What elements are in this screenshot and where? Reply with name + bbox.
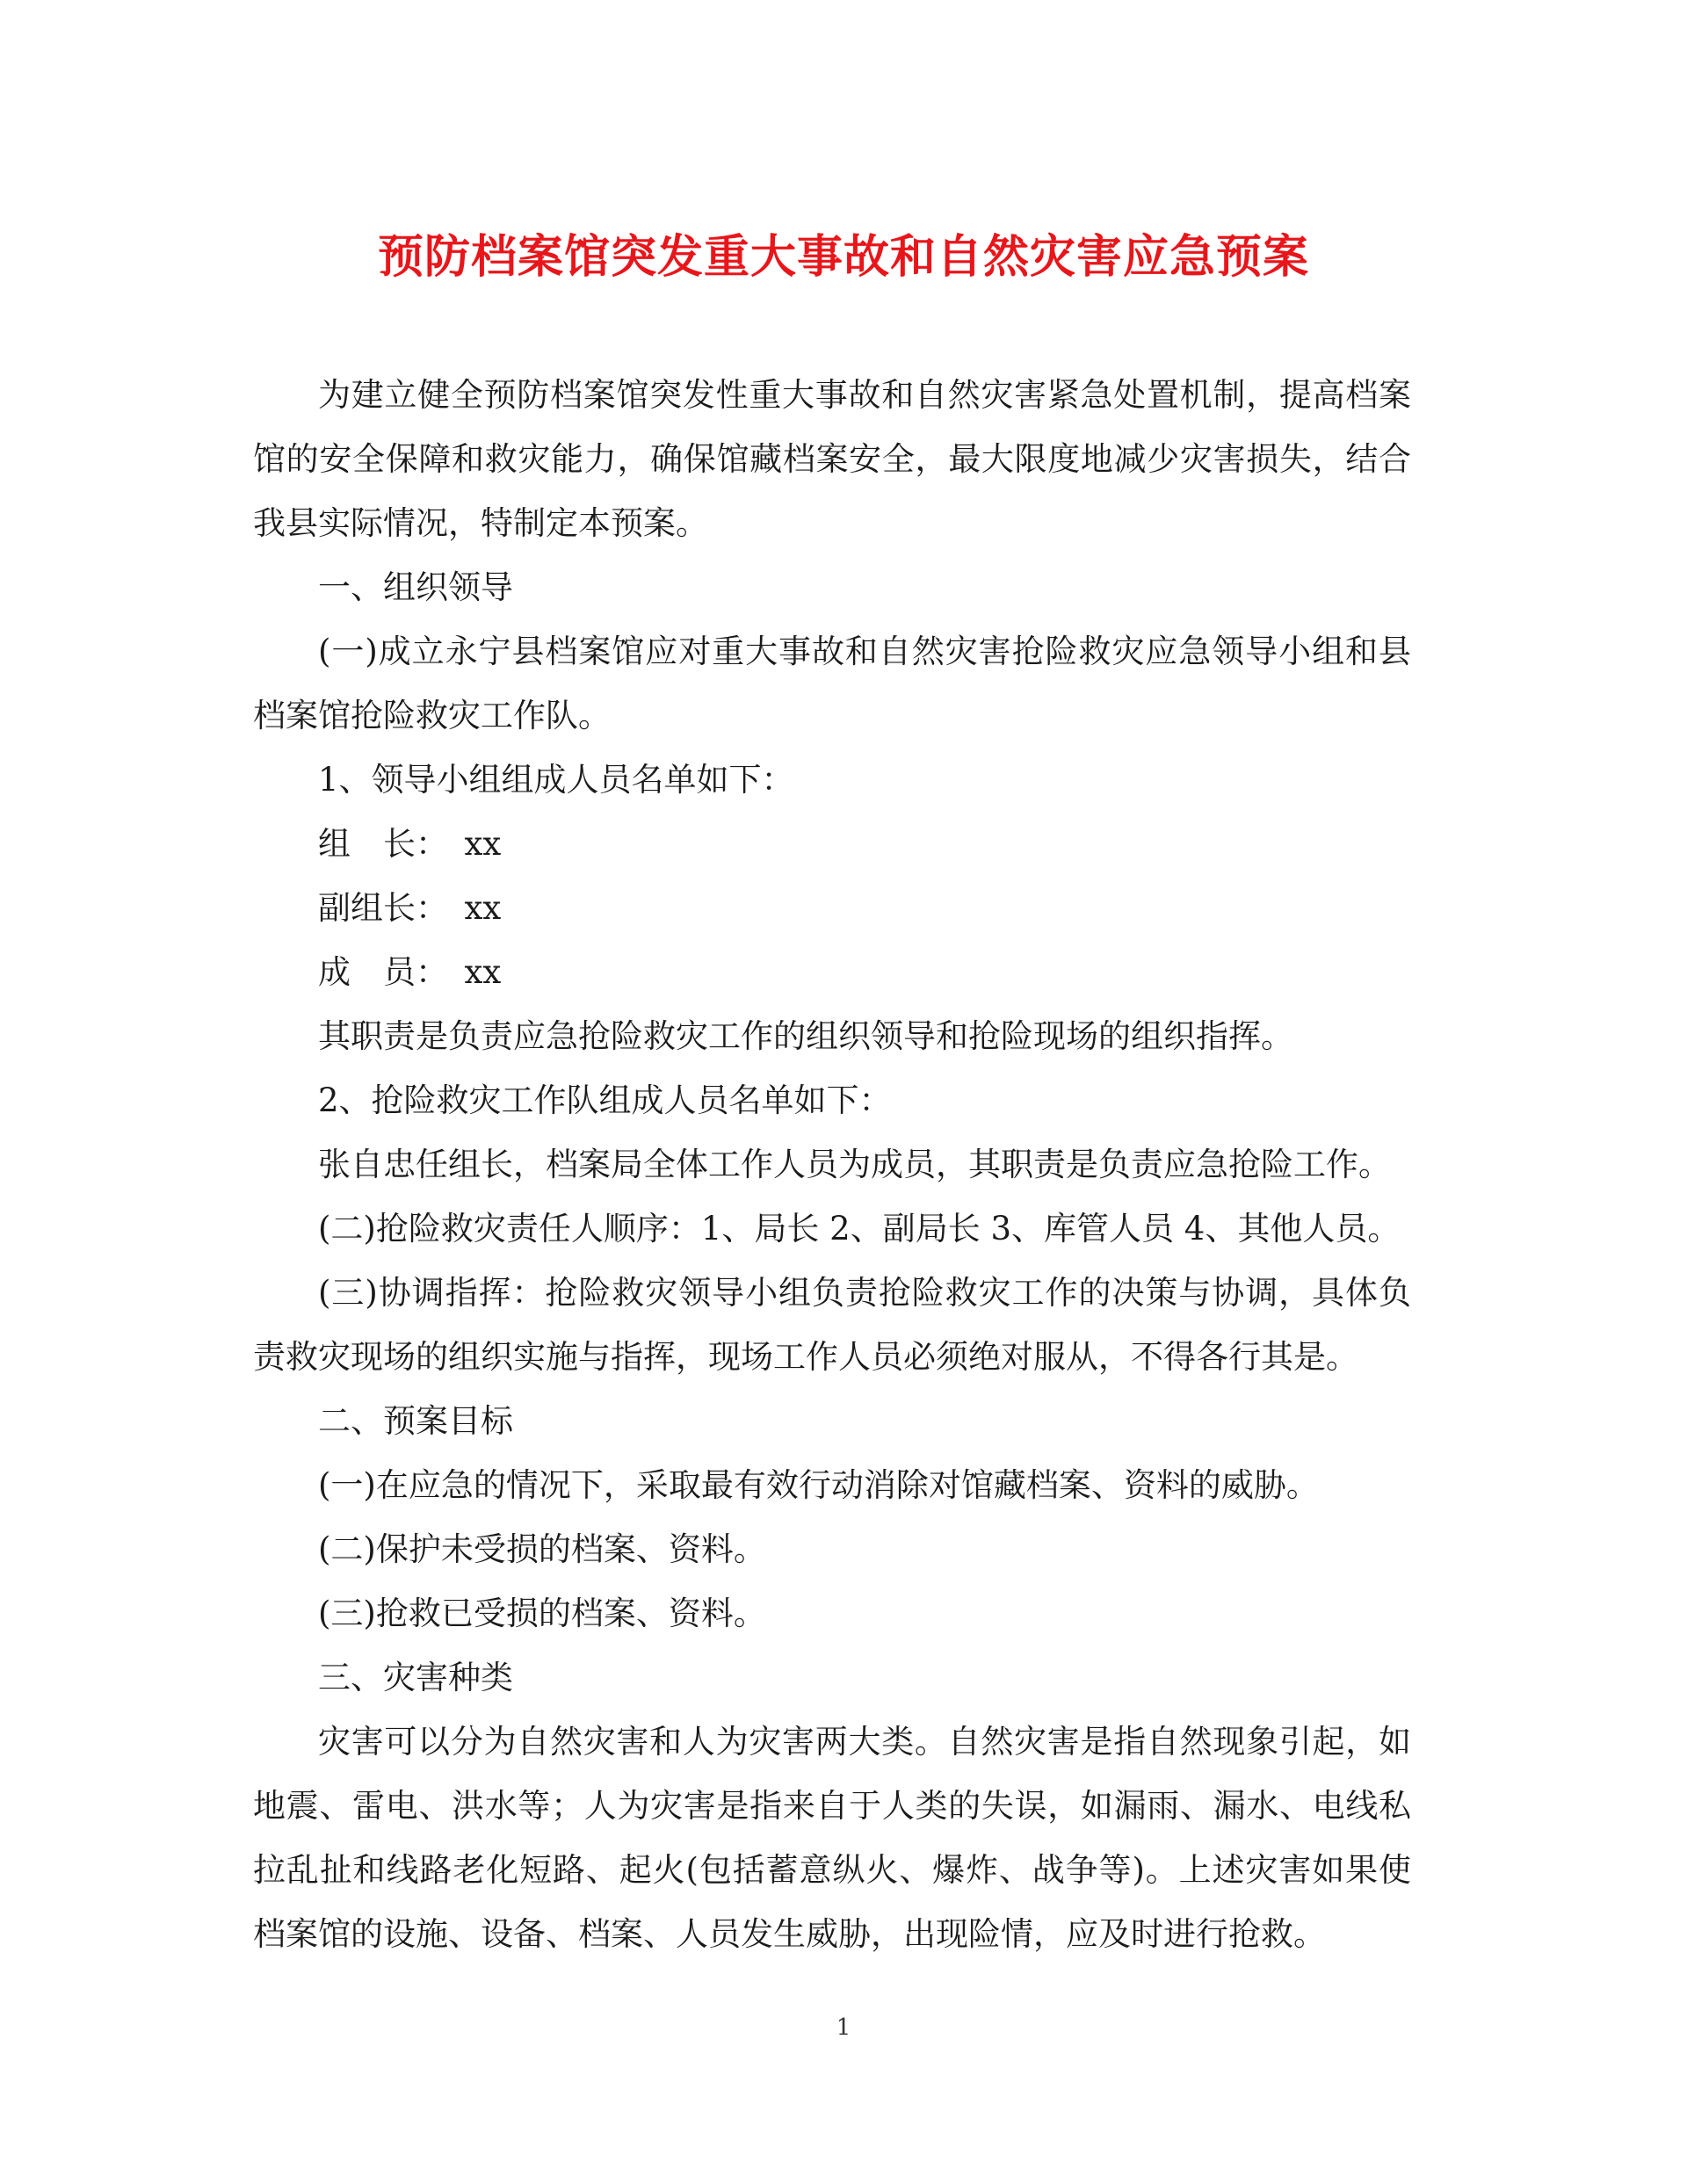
document-title: 预防档案馆突发重大事故和自然灾害应急预案 <box>377 230 1309 284</box>
paragraph-workteam-members: 张自忠任组长，档案局全体工作人员为成员，其职责是负责应急抢险工作。 <box>318 1146 1391 1183</box>
paragraph-deputy-leader: 副组长： xx <box>318 889 502 927</box>
heading-disaster-types: 三、灾害种类 <box>318 1659 513 1696</box>
paragraph-workteam-heading: 2、抢险救灾工作队组成人员名单如下： <box>318 1081 892 1119</box>
document-body <box>253 363 1411 1966</box>
paragraph-coordination: (三)协调指挥：抢险救灾领导小组负责抢险救灾工作的决策与协调，具体负责救灾现场的组织实施与指挥，现场工作人员必须绝对服从，不得各行其是。 <box>253 1274 1411 1376</box>
paragraph-group-leader: 组 长： xx <box>318 825 502 863</box>
paragraph-goal-3: (三)抢救已受损的档案、资料。 <box>318 1595 766 1632</box>
paragraph-members: 成 员： xx <box>318 953 502 991</box>
paragraph-team-establish: (一)成立永宁县档案馆应对重大事故和自然灾害抢险救灾应急领导小组和县档案馆抢险救灾工作队。 <box>253 633 1411 734</box>
page-number: 1 <box>836 2014 851 2041</box>
paragraph-responsibility-order: (二)抢险救灾责任人顺序：1、局长 2、副局长 3、库管人员 4、其他人员。 <box>318 1210 1401 1247</box>
heading-plan-goals: 二、预案目标 <box>318 1402 513 1440</box>
paragraph-disaster-description: 灾害可以分为自然灾害和人为灾害两大类。自然灾害是指自然现象引起，如地震、雷电、洪水等；人为灾害是指来自于人类的失误，如漏雨、漏水、电线私拉乱扯和线路老化短路、起火(包括蓄意纵火、爆炸、战争等)。上述灾害如果使档案馆的设施、设备、档案、人员发生威胁，出现险情，应及时进行抢救。 <box>253 1723 1411 1953</box>
paragraph-leader-list-heading: 1、领导小组组成人员名单如下： <box>318 761 794 799</box>
heading-organization: 一、组织领导 <box>318 568 513 606</box>
paragraph-intro: 为建立健全预防档案馆突发性重大事故和自然灾害紧急处置机制，提高档案馆的安全保障和救灾能力，确保馆藏档案安全，最大限度地减少灾害损失，结合我县实际情况，特制定本预案。 <box>253 376 1411 542</box>
paragraph-goal-1: (一)在应急的情况下，采取最有效行动消除对馆藏档案、资料的威胁。 <box>318 1466 1319 1504</box>
paragraph-leader-duties: 其职责是负责应急抢险救灾工作的组织领导和抢险现场的组织指挥。 <box>318 1017 1293 1055</box>
paragraph-goal-2: (二)保护未受损的档案、资料。 <box>318 1530 766 1568</box>
